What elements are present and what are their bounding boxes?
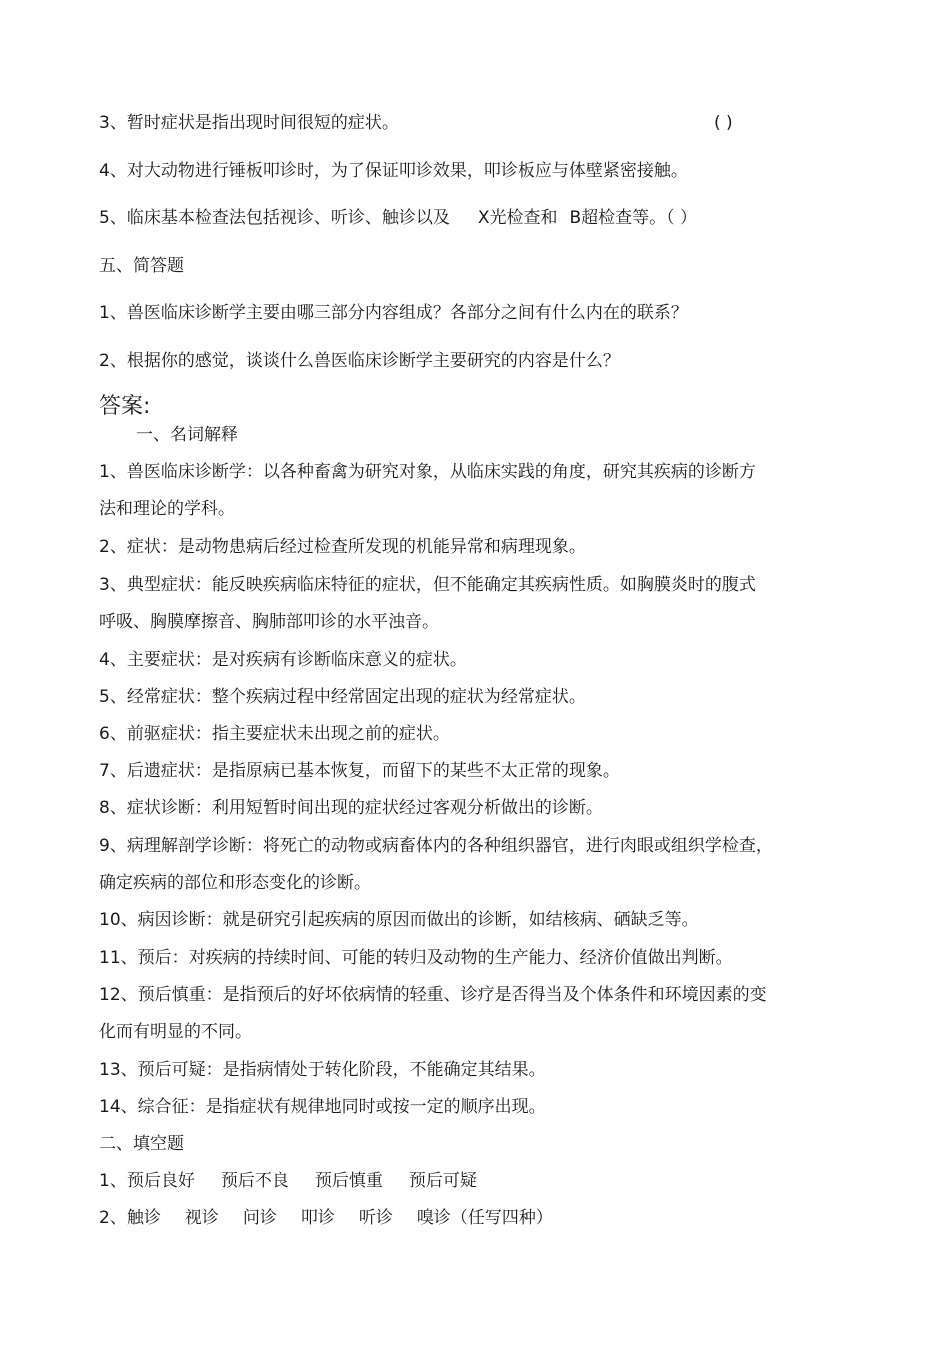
- answer-line: 3、典型症状：能反映疾病临床特征的症状，但不能确定其疾病性质。如胸膜炎时的腹式: [99, 575, 756, 595]
- answer-line: 9、病理解剖学诊断：将死亡的动物或病畜体内的各种组织器官，进行肉眼或组织学检查，: [99, 836, 773, 856]
- short-answer-question-2: 2、根据你的感觉，谈谈什么兽医临床诊断学主要研究的内容是什么？: [99, 351, 620, 371]
- answer-line: 1、兽医临床诊断学：以各种畜禽为研究对象，从临床实践的角度，研究其疾病的诊断方: [99, 462, 756, 482]
- answer-line: 5、经常症状：整个疾病过程中经常固定出现的症状为经常症状。: [99, 687, 586, 707]
- answer-line: 8、症状诊断：利用短暂时间出现的症状经过客观分析做出的诊断。: [99, 798, 603, 818]
- answer-line: 4、主要症状：是对疾病有诊断临床意义的症状。: [99, 650, 467, 670]
- judgement-question-3: 3、暂时症状是指出现时间很短的症状。: [99, 113, 399, 133]
- q5-part-b: X光检查和: [477, 208, 558, 228]
- fill-item: 2、触诊: [99, 1208, 161, 1228]
- fill-item: 嗅诊（任写四种）: [416, 1208, 553, 1228]
- short-answer-heading: 五、简答题: [99, 256, 184, 276]
- judgement-question-4: 4、对大动物进行锤板叩诊时，为了保证叩诊效果，叩诊板应与体壁紧密接触。: [99, 161, 688, 181]
- answer-line: 呼吸、胸膜摩擦音、胸肺部叩诊的水平浊音。: [99, 612, 439, 632]
- fill-answer-2: [99, 1207, 553, 1229]
- fill-item: 问诊: [242, 1208, 277, 1228]
- answer-line: 7、后遗症状：是指原病已基本恢复，而留下的某些不太正常的现象。: [99, 761, 620, 781]
- answer-line: 确定疾病的部位和形态变化的诊断。: [99, 873, 371, 893]
- answer-line: 14、综合征：是指症状有规律地同时或按一定的顺序出现。: [99, 1097, 546, 1117]
- answer-line: 10、病因诊断：就是研究引起疾病的原因而做出的诊断，如结核病、硒缺乏等。: [99, 910, 699, 930]
- fill-item: 预后慎重: [314, 1171, 383, 1191]
- q5-part-c: B超检查等。（ ）: [569, 208, 698, 228]
- fill-answer-1: [99, 1170, 477, 1192]
- answer-line: 2、症状：是动物患病后经过检查所发现的机能异常和病理现象。: [99, 537, 586, 557]
- fill-item: 视诊: [184, 1208, 219, 1228]
- q5-part-a: 5、临床基本检查法包括视诊、听诊、触诊以及: [99, 208, 450, 228]
- answer-line: 13、预后可疑：是指病情处于转化阶段，不能确定其结果。: [99, 1060, 546, 1080]
- answer-blank-3: ( ): [714, 113, 733, 133]
- section2-heading: 二、填空题: [99, 1134, 184, 1154]
- answers-title: 答案:: [99, 394, 151, 419]
- fill-item: 叩诊: [300, 1208, 335, 1228]
- answer-line: 11、预后：对疾病的持续时间、可能的转归及动物的生产能力、经济价值做出判断。: [99, 948, 733, 968]
- answer-line: 6、前驱症状：指主要症状未出现之前的症状。: [99, 724, 450, 744]
- judgement-question-5: [99, 207, 697, 229]
- fill-item: 听诊: [358, 1208, 393, 1228]
- answer-line: 12、预后慎重：是指预后的好坏依病情的轻重、诊疗是否得当及个体条件和环境因素的变: [99, 985, 767, 1005]
- fill-item: 预后可疑: [408, 1171, 477, 1191]
- answer-line: 法和理论的学科。: [99, 499, 235, 519]
- fill-item: 1、预后良好: [99, 1171, 195, 1191]
- answer-line: 化而有明显的不同。: [99, 1022, 252, 1042]
- section1-heading: 一、名词解释: [136, 425, 238, 445]
- fill-item: 预后不良: [220, 1171, 289, 1191]
- short-answer-question-1: 1、兽医临床诊断学主要由哪三部分内容组成？各部分之间有什么内在的联系？: [99, 303, 688, 323]
